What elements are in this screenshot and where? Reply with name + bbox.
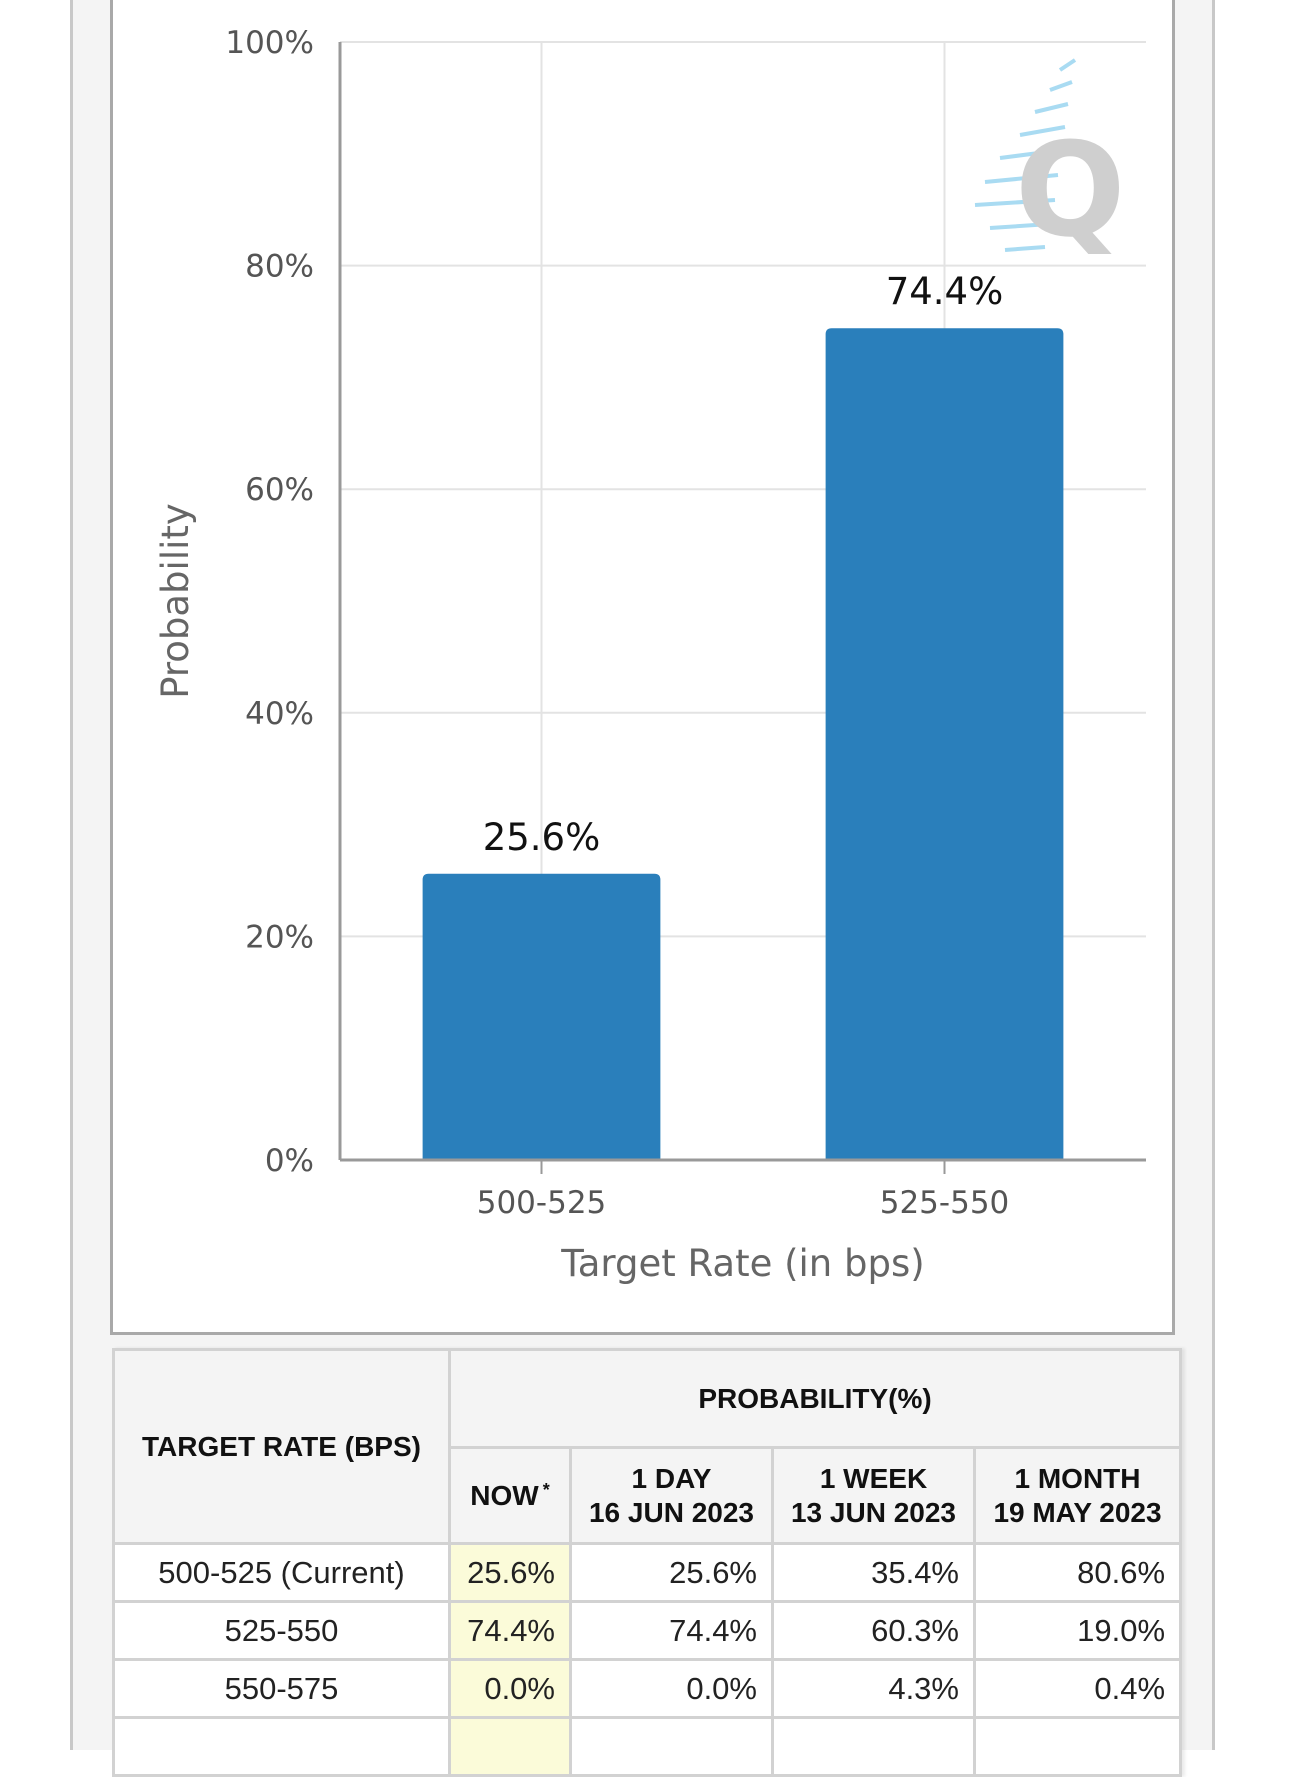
empty-cell xyxy=(571,1718,773,1776)
month-cell: 0.4% xyxy=(975,1660,1181,1718)
y-tick-label: 80% xyxy=(245,248,314,285)
header-probability: PROBABILITY(%) xyxy=(450,1350,1181,1448)
x-tick-label: 525-550 xyxy=(879,1185,1010,1221)
probability-table xyxy=(112,1348,1182,1777)
y-tick-label: 60% xyxy=(245,472,314,509)
header-1-month-label: 1 MONTH xyxy=(1014,1462,1141,1494)
day-cell: 74.4% xyxy=(571,1602,773,1660)
week-cell: 4.3% xyxy=(773,1660,975,1718)
empty-cell xyxy=(450,1718,571,1776)
header-1-week-date: 13 JUN 2023 xyxy=(790,1496,956,1528)
header-target-rate: TARGET RATE (BPS) xyxy=(114,1350,450,1544)
month-cell: 19.0% xyxy=(975,1602,1181,1660)
day-cell: 0.0% xyxy=(571,1660,773,1718)
data-label: 74.4% xyxy=(885,270,1004,314)
table-row xyxy=(114,1602,1181,1660)
rate-cell: 525-550 xyxy=(114,1602,450,1660)
header-1-day-label: 1 DAY xyxy=(631,1462,712,1494)
y-tick-label: 100% xyxy=(225,25,314,61)
header-1-week-label: 1 WEEK xyxy=(819,1462,928,1494)
header-now-label: NOW xyxy=(470,1479,539,1511)
month-cell: 80.6% xyxy=(975,1544,1181,1602)
day-cell: 25.6% xyxy=(571,1544,773,1602)
header-1-day xyxy=(571,1448,773,1544)
table-row xyxy=(114,1660,1181,1718)
empty-cell xyxy=(975,1718,1181,1776)
svg-text:Q: Q xyxy=(1015,114,1126,266)
watermark-logo xyxy=(975,60,1126,266)
empty-cell xyxy=(773,1718,975,1776)
y-tick-label: 0% xyxy=(264,1143,314,1179)
bar-500-525 xyxy=(423,874,661,1160)
y-axis-title: Probability xyxy=(154,503,197,699)
x-axis-title: Target Rate (in bps) xyxy=(561,1242,925,1285)
rate-cell: 550-575 xyxy=(114,1660,450,1718)
now-cell: 25.6% xyxy=(450,1544,571,1602)
header-1-month-date: 19 MAY 2023 xyxy=(993,1496,1162,1528)
y-tick-label: 40% xyxy=(245,695,314,732)
data-label: 25.6% xyxy=(482,815,601,859)
table-row xyxy=(114,1544,1181,1602)
header-now xyxy=(450,1448,571,1544)
week-cell: 35.4% xyxy=(773,1544,975,1602)
empty-cell xyxy=(114,1718,450,1776)
header-now-footnote-mark: * xyxy=(542,1479,550,1500)
table-row-partial xyxy=(114,1718,1181,1776)
header-1-day-date: 16 JUN 2023 xyxy=(588,1496,754,1528)
now-cell: 74.4% xyxy=(450,1602,571,1660)
bar-525-550 xyxy=(826,328,1064,1160)
y-tick-label: 20% xyxy=(245,919,314,956)
rate-cell: 500-525 (Current) xyxy=(114,1544,450,1602)
week-cell: 60.3% xyxy=(773,1602,975,1660)
now-cell: 0.0% xyxy=(450,1660,571,1718)
header-1-week xyxy=(773,1448,975,1544)
header-1-month xyxy=(975,1448,1181,1544)
bars-layer xyxy=(423,328,1064,1160)
x-tick-label: 500-525 xyxy=(476,1185,607,1221)
